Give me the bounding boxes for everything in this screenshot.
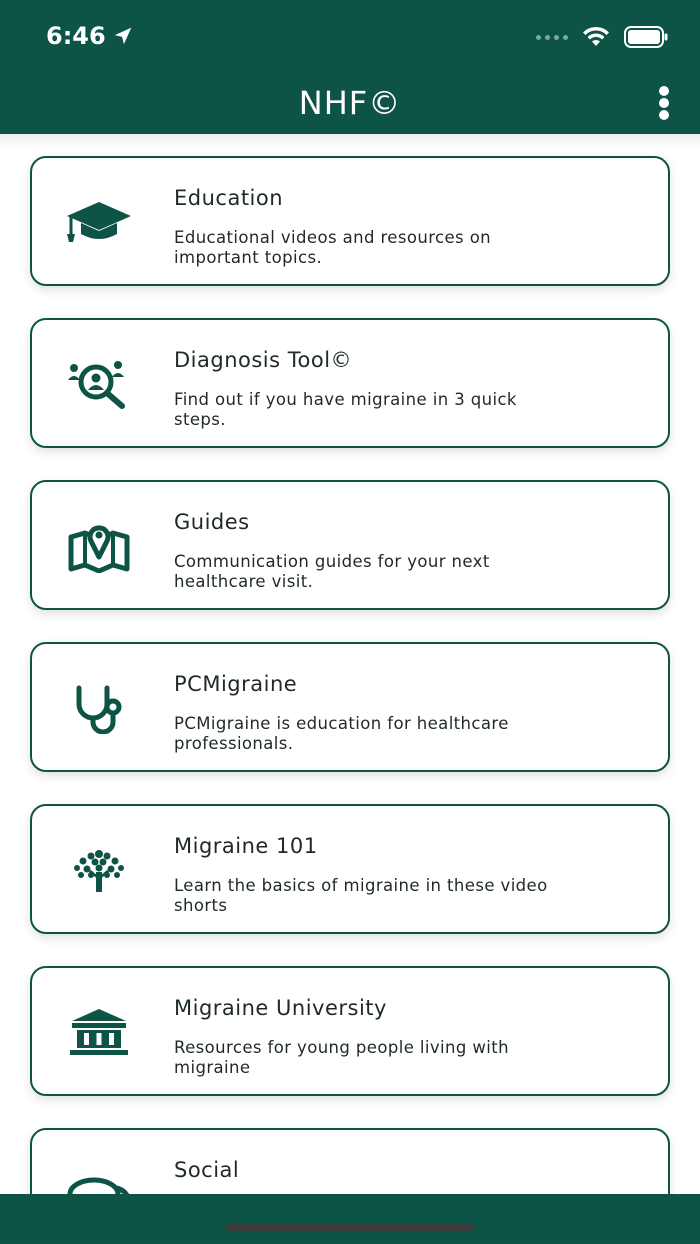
- card-title: Migraine 101: [174, 834, 318, 858]
- tree-icon: [64, 842, 134, 898]
- card-description: Resources for young people living with migraine: [174, 1038, 510, 1077]
- university-icon: [64, 1004, 134, 1060]
- clock-label: 6:46: [46, 22, 106, 50]
- page-title: NHF©: [298, 84, 402, 122]
- education-card[interactable]: [30, 156, 670, 286]
- card-title: Guides: [174, 510, 250, 534]
- card-description: Communication guides for your next healthcare visit.: [174, 552, 490, 591]
- card-title: Migraine University: [174, 996, 387, 1020]
- card-description: Learn the basics of migraine in these video shorts: [174, 876, 548, 915]
- migraine-101-card[interactable]: [30, 804, 670, 934]
- menu-list[interactable]: [0, 134, 700, 1194]
- people-search-icon: [64, 356, 134, 412]
- card-title: Social: [174, 1158, 240, 1182]
- status-indicators: [536, 26, 668, 48]
- location-arrow-icon: [112, 25, 134, 47]
- bottom-bar: [0, 1194, 700, 1244]
- chat-icon: [64, 1166, 134, 1194]
- pcmigraine-card[interactable]: [30, 642, 670, 772]
- more-vertical-icon: [659, 86, 669, 96]
- more-options-button[interactable]: [656, 86, 672, 120]
- card-title: Education: [174, 186, 284, 210]
- social-card[interactable]: [30, 1128, 670, 1194]
- graduation-cap-icon: [64, 194, 134, 250]
- map-pin-icon: [64, 518, 134, 574]
- app-header: [0, 0, 700, 134]
- guides-card[interactable]: [30, 480, 670, 610]
- wifi-icon: [582, 26, 610, 48]
- status-time: [46, 22, 134, 50]
- card-title: PCMigraine: [174, 672, 298, 696]
- card-title: Diagnosis Tool©: [174, 348, 353, 372]
- card-description: Find out if you have migraine in 3 quick steps.: [174, 390, 517, 429]
- card-description: PCMigraine is education for healthcare professionals.: [174, 714, 509, 753]
- stethoscope-icon: [64, 680, 134, 736]
- battery-icon: [624, 26, 668, 48]
- home-indicator[interactable]: [226, 1224, 474, 1231]
- cellular-signal-icon: [536, 35, 568, 40]
- card-description: Educational videos and resources on important topics.: [174, 228, 492, 267]
- migraine-university-card[interactable]: [30, 966, 670, 1096]
- diagnosis-tool-card[interactable]: [30, 318, 670, 448]
